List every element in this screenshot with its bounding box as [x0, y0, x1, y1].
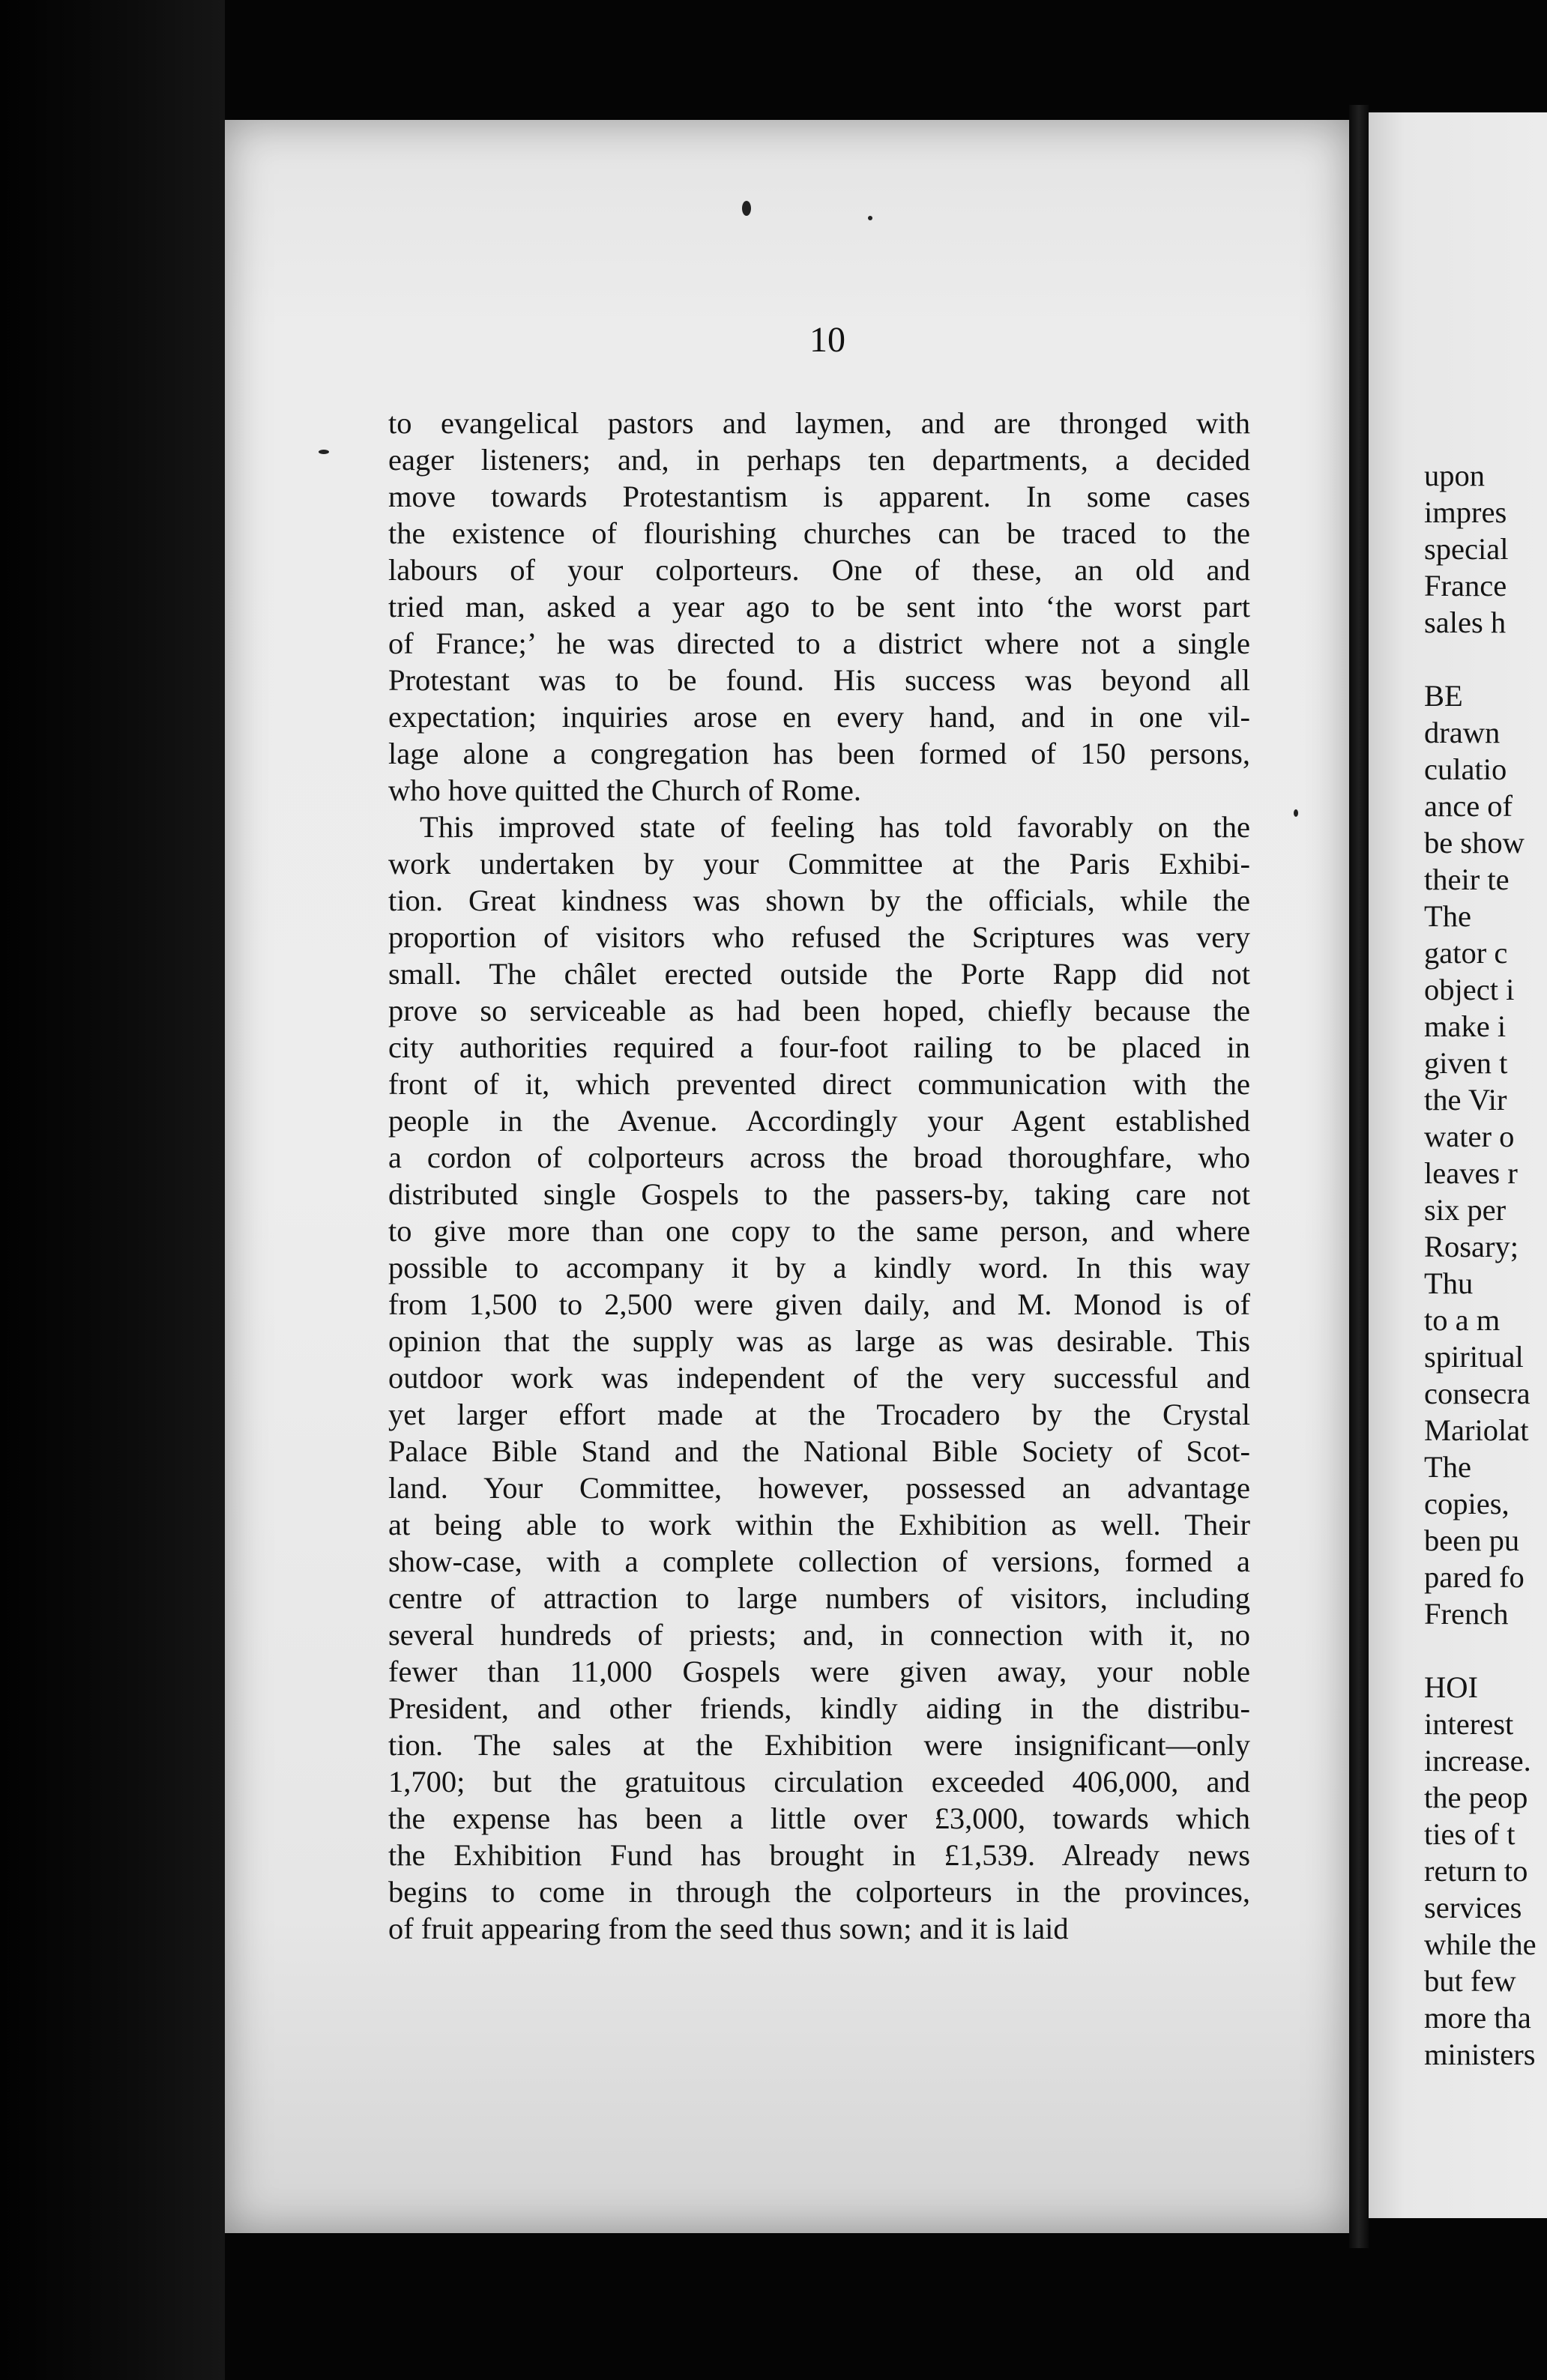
text-line: small. The châlet erected outside the Porte Rapp did not	[388, 957, 1250, 991]
facing-page-line: France	[1424, 569, 1507, 602]
book-binding-gutter	[1349, 105, 1369, 2248]
scan-speck	[742, 201, 751, 216]
text-line: distributed single Gospels to the passers-by, taking care not	[388, 1177, 1250, 1211]
facing-page-line: be show	[1424, 826, 1525, 860]
facing-page-line: increase.	[1424, 1744, 1531, 1778]
text-line: centre of attraction to large numbers of visitors, including	[388, 1581, 1250, 1615]
facing-page-line: six per	[1424, 1193, 1507, 1227]
text-line: tried man, asked a year ago to be sent into ‘the worst part	[388, 590, 1250, 623]
text-line: tion. The sales at the Exhibition were insignificant—only	[388, 1728, 1250, 1762]
text-line: expectation; inquiries arose en every hand, and in one vil-	[388, 700, 1250, 734]
facing-page-line: pared fo	[1424, 1560, 1525, 1594]
text-line: several hundreds of priests; and, in connection with it, no	[388, 1618, 1250, 1652]
text-line: move towards Protestantism is apparent. In some cases	[388, 480, 1250, 513]
facing-page-line: object i	[1424, 973, 1515, 1006]
facing-page-line: spiritual	[1424, 1340, 1524, 1374]
text-line: show-case, with a complete collection of versions, formed a	[388, 1544, 1250, 1578]
text-line: yet larger effort made at the Trocadero by the Crystal	[388, 1398, 1250, 1431]
text-line: Palace Bible Stand and the National Bible Society of Scot-	[388, 1434, 1250, 1468]
text-line: a cordon of colporteurs across the broad thoroughfare, who	[388, 1141, 1250, 1174]
text-line: from 1,500 to 2,500 were given daily, and M. Monod is of	[388, 1287, 1250, 1321]
facing-page-line: Rosary;	[1424, 1230, 1519, 1263]
text-line: prove so serviceable as had been hoped, chiefly because the	[388, 994, 1250, 1027]
text-line: land. Your Committee, however, possessed an advantage	[388, 1471, 1250, 1505]
facing-page-line: gator c	[1424, 936, 1508, 970]
facing-page-line	[1424, 641, 1547, 677]
text-line: opinion that the supply was as large as was desirable. This	[388, 1324, 1250, 1358]
text-line: eager listeners; and, in perhaps ten departments, a decided	[388, 443, 1250, 477]
facing-page-line: BE	[1424, 679, 1463, 713]
text-line: of France;’ he was directed to a district where not a single	[388, 626, 1250, 660]
facing-page-line: culatio	[1424, 752, 1507, 786]
facing-page-text-fragments	[1424, 457, 1547, 2073]
facing-page-line: services	[1424, 1891, 1522, 1924]
facing-page-line: water o	[1424, 1120, 1515, 1153]
facing-page-line: make i	[1424, 1009, 1507, 1043]
text-line: people in the Avenue. Accordingly your Agent established	[388, 1104, 1250, 1138]
text-line: city authorities required a four-foot railing to be placed in	[388, 1030, 1250, 1064]
text-line: to give more than one copy to the same person, and where	[388, 1214, 1250, 1248]
facing-page-line	[1424, 1632, 1547, 1669]
facing-page-line: upon	[1424, 459, 1485, 492]
scan-speck	[319, 450, 329, 454]
facing-page-line: HOI	[1424, 1670, 1478, 1704]
text-line: who hove quitted the Church of Rome.	[388, 773, 862, 807]
text-line: 1,700; but the gratuitous circulation exceeded 406,000, and	[388, 1765, 1250, 1798]
facing-page-line: impres	[1424, 495, 1507, 529]
text-line: outdoor work was independent of the very successful and	[388, 1361, 1250, 1395]
text-line: proportion of visitors who refused the Scriptures was very	[388, 920, 1250, 954]
text-line: lage alone a congregation has been formed of 150 persons,	[388, 737, 1250, 770]
facing-page-line: to a m	[1424, 1303, 1501, 1337]
scan-speck	[868, 216, 872, 220]
text-line: President, and other friends, kindly aiding in the distribu-	[388, 1691, 1250, 1725]
facing-page-line: sales h	[1424, 605, 1507, 639]
scanner-frame-dark-border	[0, 0, 225, 2380]
text-line: the expense has been a little over £3,000, towards which	[388, 1801, 1250, 1835]
text-line: possible to accompany it by a kindly word. In this way	[388, 1251, 1250, 1284]
text-line: This improved state of feeling has told favorably on the	[420, 810, 1250, 844]
text-line: the existence of flourishing churches can be traced to the	[388, 516, 1250, 550]
facing-page-line: ties of t	[1424, 1817, 1516, 1851]
facing-page-line: Thu	[1424, 1266, 1474, 1300]
text-line: the Exhibition Fund has brought in £1,539. Already news	[388, 1838, 1250, 1872]
facing-page-line: return to	[1424, 1854, 1528, 1888]
facing-page-line: ministers	[1424, 2038, 1536, 2071]
text-line: labours of your colporteurs. One of these, an old and	[388, 553, 1250, 587]
scan-speck	[1294, 809, 1298, 817]
facing-page-line: copies,	[1424, 1487, 1510, 1520]
text-line: begins to come in through the colporteurs in the provinces,	[388, 1875, 1250, 1909]
facing-page-line: leaves r	[1424, 1156, 1518, 1190]
facing-page-line: their te	[1424, 863, 1510, 896]
text-line: of fruit appearing from the seed thus sown; and it is laid	[388, 1912, 1069, 1945]
text-line: fewer than 11,000 Gospels were given away, your noble	[388, 1655, 1250, 1688]
text-line: front of it, which prevented direct communication with the	[388, 1067, 1250, 1101]
facing-page-line: special	[1424, 532, 1509, 566]
facing-page-line: The	[1424, 1450, 1471, 1484]
facing-page-line: consecra	[1424, 1377, 1531, 1410]
text-line: to evangelical pastors and laymen, and are thronged with	[388, 406, 1250, 440]
facing-page-line: French	[1424, 1597, 1509, 1631]
facing-page-line: been pu	[1424, 1523, 1520, 1557]
facing-page-line: given t	[1424, 1046, 1508, 1080]
facing-page-line: more tha	[1424, 2001, 1531, 2035]
facing-page-line: while the	[1424, 1927, 1537, 1961]
text-line: at being able to work within the Exhibition as well. Their	[388, 1508, 1250, 1541]
facing-page-line: The	[1424, 899, 1471, 933]
facing-page-line: drawn	[1424, 716, 1501, 749]
text-line: Protestant was to be found. His success was beyond all	[388, 663, 1250, 697]
facing-page-line: the Vir	[1424, 1083, 1507, 1117]
facing-page-line: ance of	[1424, 789, 1513, 823]
body-text	[388, 405, 1250, 1947]
facing-page-line: interest	[1424, 1707, 1514, 1741]
facing-page-line: Mariolat	[1424, 1413, 1529, 1447]
text-line: work undertaken by your Committee at the Paris Exhibi-	[388, 847, 1250, 881]
facing-page-line: but few	[1424, 1964, 1516, 1998]
page-number: 10	[809, 320, 845, 360]
facing-page-line: the peop	[1424, 1781, 1528, 1814]
text-line: tion. Great kindness was shown by the officials, while the	[388, 884, 1250, 917]
